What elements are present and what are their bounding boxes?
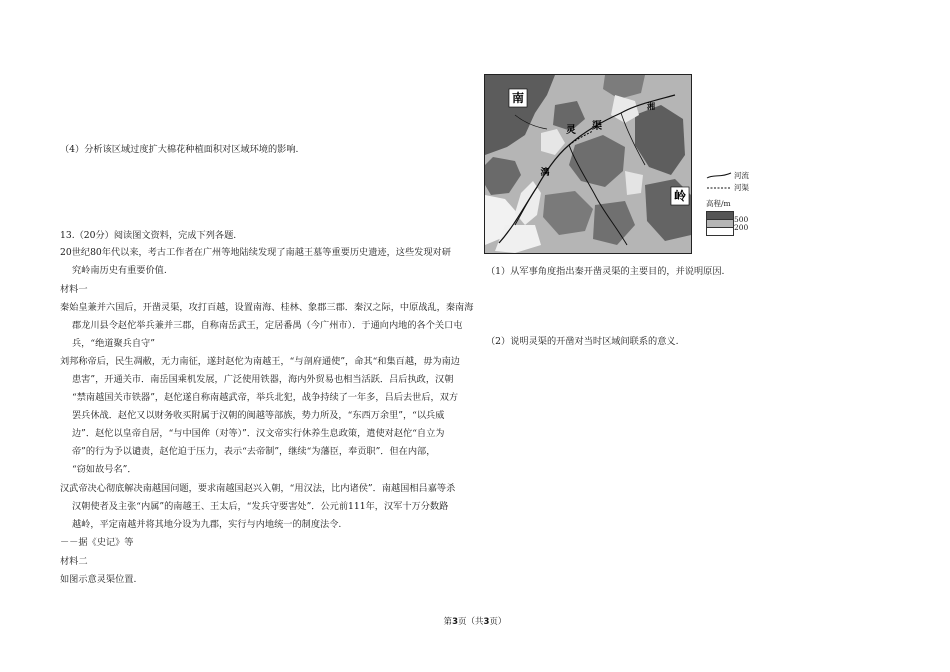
- material-2-title: 材料二: [60, 556, 88, 567]
- m1-p3-line-2: 汉朝使者及主张“内属”的南越王、王太后，“发兵守要害处”．公元前111年，汉军十万分数路: [72, 501, 449, 512]
- legend-elevation-title: 高程/m: [706, 199, 731, 208]
- m1-p1-line-1: 秦始皇兼并六国后，开凿灵渠，攻打百越，设置南海、桂林、象郡三郡．秦汉之际，中原战乱，秦南海: [60, 302, 474, 313]
- m1-p2-line-3: “禁南越国关市铁器”，赵佗遂自称南越武帝，举兵北犯，战争持续了一年多，吕后去世后，双方: [72, 392, 459, 403]
- m1-p2-line-5: 边”．赵佗以皇帝自居，“与中国侔（对等）”．汉文帝实行休养生息政策，遣使对赵佗“自立为: [72, 428, 445, 439]
- question-13-header: 13.（20分）阅读图文资料，完成下列各题.: [60, 230, 237, 241]
- canal-symbol-icon: [706, 184, 732, 192]
- legend-canal-label: 河渠: [734, 183, 749, 192]
- m1-p1-line-2: 郡龙川县令赵佗举兵兼并三郡，自称南岳武王，定居番禺（今广州市）．于通向内地的各个关口屯: [72, 320, 463, 331]
- map-label-li: 漓: [540, 168, 550, 178]
- sub-question-1: （1）从军事角度指出秦开凿灵渠的主要目的，并说明原因.: [486, 266, 725, 277]
- material-1-title: 材料一: [60, 284, 88, 295]
- map-label-xiang: 湘: [647, 102, 655, 111]
- footer-total-pages: 3: [483, 617, 490, 627]
- footer-prefix: 第: [443, 617, 453, 627]
- intro-line-1: 20世纪80年代以来，考古工作者在广州等地陆续发现了南越王墓等重要历史遗迹，这些发现对研: [60, 247, 451, 258]
- m1-p2-line-1: 刘邦称帝后，民生凋敝，无力南征，遂封赵佗为南越王，“与剖府通使”，命其“和集百越，毋为南边: [60, 356, 460, 367]
- m1-p2-line-7: “窃如故号名”．: [72, 464, 137, 475]
- legend-level-200: 200: [734, 223, 749, 232]
- map-label-qu: 渠: [592, 121, 602, 132]
- m1-p1-line-3: 兵，“绝道聚兵自守”: [72, 338, 155, 349]
- sub-question-2: （2）说明灵渠的开凿对当时区域间联系的意义.: [486, 336, 679, 347]
- page-footer: [0, 615, 950, 627]
- source-citation: －－据《史记》等: [60, 537, 134, 548]
- map-label-ling: 灵: [566, 125, 576, 136]
- map-label-nan: 南: [511, 91, 525, 105]
- m1-p2-line-2: 患害”，开通关市．南岳国乘机发展，广泛使用铁器，海内外贸易也相当活跃．吕后执政，汉朝: [72, 374, 454, 385]
- legend-swatch-low: [706, 227, 734, 236]
- footer-page-number: 3: [452, 617, 458, 627]
- map-label-ling-mountain: 岭: [673, 189, 687, 203]
- m1-p3-line-3: 越岭，平定南越并将其地分设为九郡，实行与内地统一的制度法令.: [72, 519, 342, 530]
- footer-suffix: 页）: [489, 617, 507, 627]
- lingqu-map: [484, 74, 692, 254]
- m1-p2-line-6: 帝”的行为予以谴责，赵佗迫于压力，表示“去帝制”，继续“为藩臣，奉贡职”．但在内部，: [72, 446, 436, 457]
- river-symbol-icon: [706, 172, 732, 180]
- legend-level-500: 500: [734, 215, 749, 224]
- map-legend: [706, 170, 766, 250]
- material-2-text: 如图示意灵渠位置.: [60, 574, 137, 585]
- legend-river-label: 河流: [734, 171, 749, 180]
- m1-p2-line-4: 罢兵休战．赵佗又以财务收买附属于汉朝的闽越等部族，势力所及，“东西万余里”，“以兵威: [72, 410, 445, 421]
- question-4: （4）分析该区域过度扩大棉花种植面积对区域环境的影响.: [60, 144, 299, 155]
- intro-line-2: 究岭南历史有重要价值.: [72, 265, 167, 276]
- m1-p3-line-1: 汉武帝决心彻底解决南越国问题，要求南越国赵兴入朝，“用汉法，比内诸侯”．南越国相吕嘉等杀: [60, 483, 456, 494]
- footer-mid: 页（共: [457, 617, 484, 627]
- terrain-map-graphic: [485, 75, 691, 253]
